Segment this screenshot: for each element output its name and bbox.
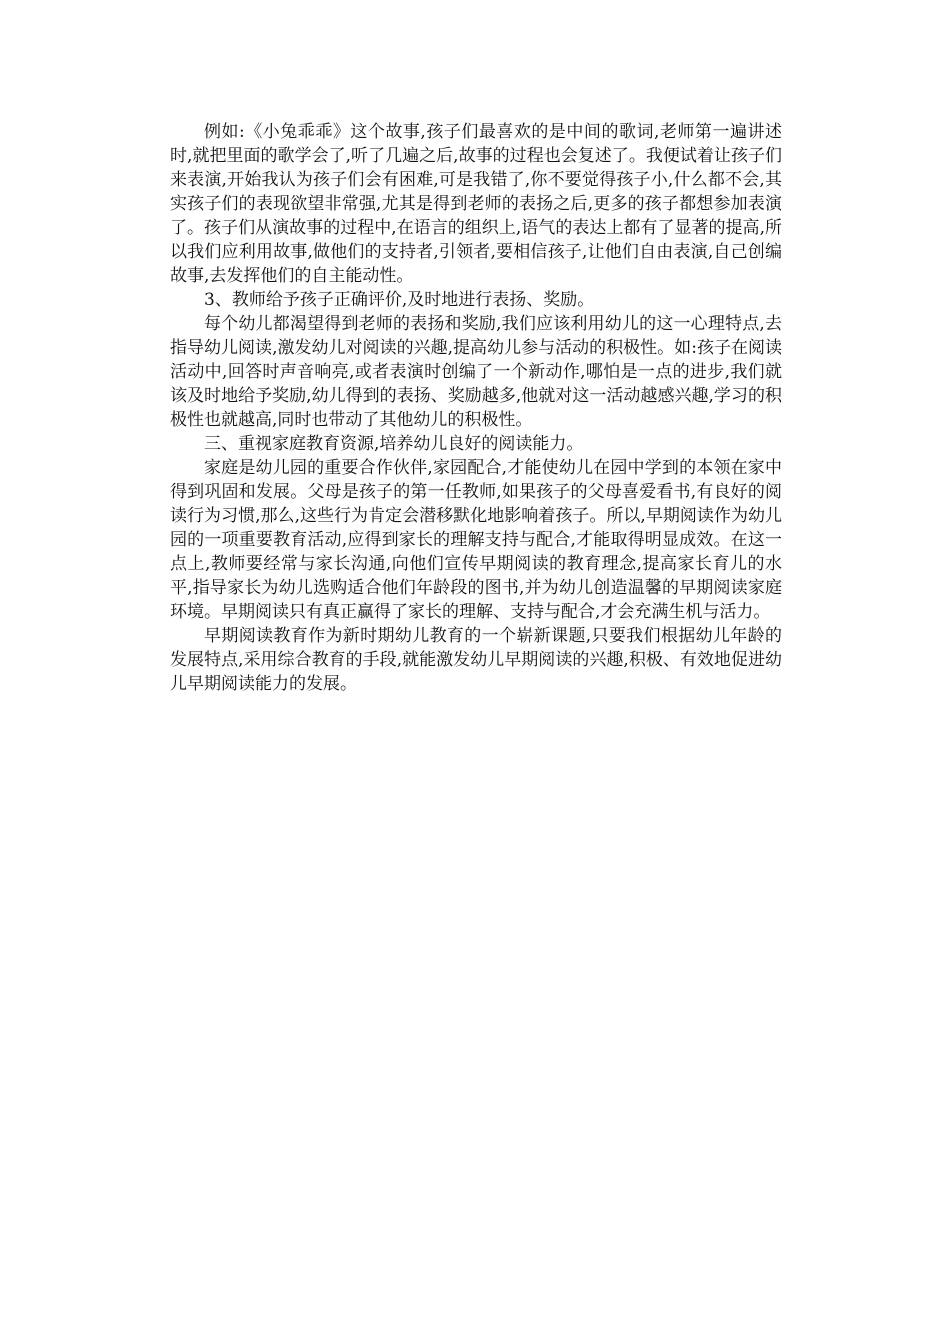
- paragraph-praise-reward: 每个幼儿都渴望得到老师的表扬和奖励,我们应该利用幼儿的这一心理特点,去指导幼儿阅读,激发幼儿对阅读的兴趣,提高幼儿参与活动的积极性。如:孩子在阅读活动中,回答时声音响亮,或者表演时创编了一个新动作,哪怕是一点的进步,我们就该及时地给予奖励,幼儿得到的表扬、奖励越多,他就对这一活动越感兴趣,学习的积极性也就越高,同时也带动了其他幼儿的积极性。: [170, 314, 782, 430]
- paragraph-family-cooperation: 家庭是幼儿园的重要合作伙伴,家园配合,才能使幼儿在园中学到的本领在家中得到巩固和发展。父母是孩子的第一任教师,如果孩子的父母喜爱看书,有良好的阅读行为习惯,那么,这些行为肯定会潜移默化地影响着孩子。所以,早期阅读作为幼儿园的一项重要教育活动,应得到家长的理解支持与配合,才能取得明显成效。在这一点上,教师要经常与家长沟通,向他们宣传早期阅读的教育理念,提高家长育儿的水平,指导家长为幼儿选购适合他们年龄段的图书,并为幼儿创造温馨的早期阅读家庭环境。早期阅读只有真正赢得了家长的理解、支持与配合,才会充满生机与活力。: [170, 458, 782, 622]
- paragraph-story-example: 例如:《小兔乖乖》这个故事,孩子们最喜欢的是中间的歌词,老师第一遍讲述时,就把里面的歌学会了,听了几遍之后,故事的过程也会复述了。我便试着让孩子们来表演,开始我认为孩子们会有困难,可是我错了,你不要觉得孩子小,什么都不会,其实孩子们的表现欲望非常强,尤其是得到老师的表扬之后,更多的孩子都想参加表演了。孩子们从演故事的过程中,在语言的组织上,语气的表达上都有了显著的提高,所以我们应利用故事,做他们的支持者,引领者,要相信孩子,让他们自由表演,自己创编故事,去发挥他们的自主能动性。: [170, 122, 782, 286]
- paragraph-conclusion: 早期阅读教育作为新时期幼儿教育的一个崭新课题,只要我们根据幼儿年龄的发展特点,采用综合教育的手段,就能激发幼儿早期阅读的兴趣,积极、有效地促进幼儿早期阅读能力的发展。: [170, 626, 782, 694]
- section-heading-family-resources: 三、重视家庭教育资源,培养幼儿良好的阅读能力。: [204, 434, 584, 454]
- section-heading-evaluation: 3、教师给予孩子正确评价,及时地进行表扬、奖励。: [204, 290, 595, 310]
- document-body: [170, 120, 782, 696]
